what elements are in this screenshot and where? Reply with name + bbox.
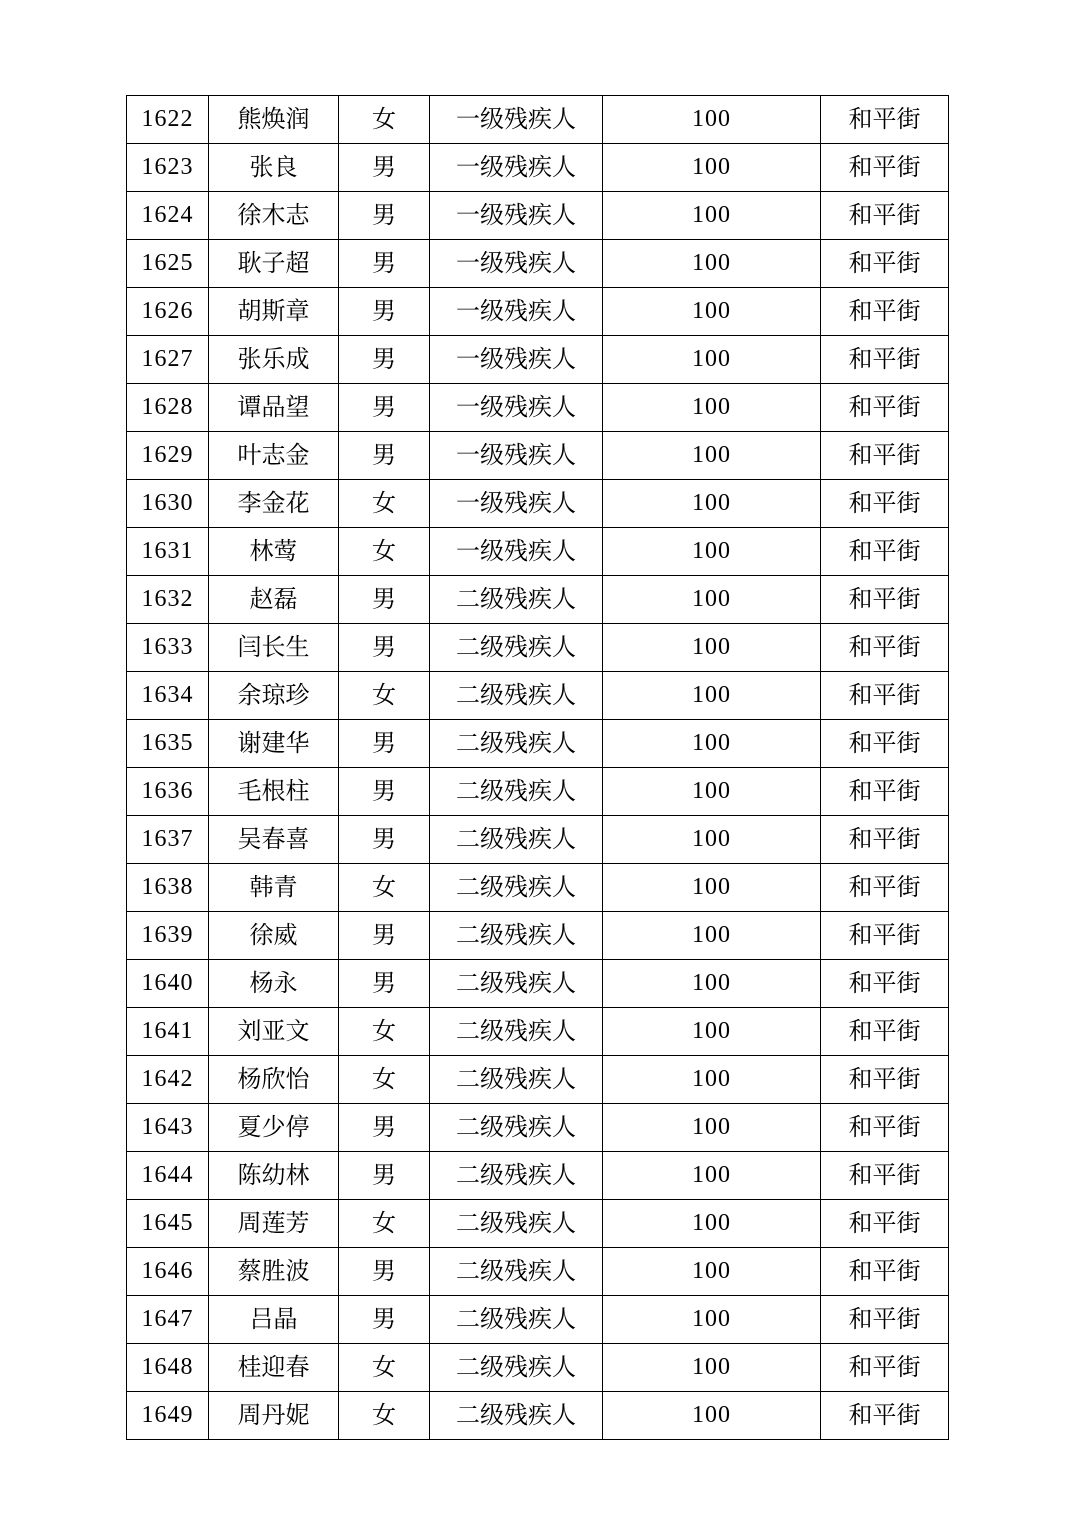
row-id: 1638 — [127, 864, 209, 912]
roster-table-body — [127, 96, 949, 1440]
row-category: 一级残疾人 — [430, 336, 603, 384]
table-row — [127, 528, 949, 576]
row-category: 二级残疾人 — [430, 1296, 603, 1344]
row-id: 1624 — [127, 192, 209, 240]
row-category: 二级残疾人 — [430, 912, 603, 960]
table-row — [127, 1248, 949, 1296]
row-name: 耿子超 — [209, 240, 339, 288]
row-sex: 男 — [339, 576, 430, 624]
row-amount: 100 — [603, 1248, 821, 1296]
row-sex: 女 — [339, 528, 430, 576]
row-name: 周丹妮 — [209, 1392, 339, 1440]
row-id: 1633 — [127, 624, 209, 672]
row-area: 和平街 — [821, 1200, 949, 1248]
table-row — [127, 384, 949, 432]
row-id: 1644 — [127, 1152, 209, 1200]
row-area: 和平街 — [821, 480, 949, 528]
row-id: 1626 — [127, 288, 209, 336]
row-area: 和平街 — [821, 816, 949, 864]
row-category: 二级残疾人 — [430, 1104, 603, 1152]
row-amount: 100 — [603, 1296, 821, 1344]
row-name: 刘亚文 — [209, 1008, 339, 1056]
row-name: 毛根柱 — [209, 768, 339, 816]
row-sex: 女 — [339, 96, 430, 144]
table-row — [127, 480, 949, 528]
row-name: 叶志金 — [209, 432, 339, 480]
row-category: 一级残疾人 — [430, 528, 603, 576]
row-area: 和平街 — [821, 720, 949, 768]
row-amount: 100 — [603, 720, 821, 768]
row-amount: 100 — [603, 1152, 821, 1200]
row-area: 和平街 — [821, 768, 949, 816]
row-amount: 100 — [603, 1200, 821, 1248]
row-amount: 100 — [603, 384, 821, 432]
row-category: 一级残疾人 — [430, 240, 603, 288]
row-amount: 100 — [603, 144, 821, 192]
row-id: 1640 — [127, 960, 209, 1008]
row-id: 1625 — [127, 240, 209, 288]
row-id: 1647 — [127, 1296, 209, 1344]
row-amount: 100 — [603, 528, 821, 576]
row-area: 和平街 — [821, 864, 949, 912]
row-id: 1641 — [127, 1008, 209, 1056]
table-row — [127, 768, 949, 816]
row-sex: 男 — [339, 384, 430, 432]
row-id: 1622 — [127, 96, 209, 144]
row-name: 徐木志 — [209, 192, 339, 240]
row-area: 和平街 — [821, 912, 949, 960]
row-area: 和平街 — [821, 336, 949, 384]
row-area: 和平街 — [821, 576, 949, 624]
table-row — [127, 912, 949, 960]
row-id: 1628 — [127, 384, 209, 432]
table-row — [127, 1296, 949, 1344]
table-row — [127, 672, 949, 720]
row-sex: 男 — [339, 1104, 430, 1152]
row-name: 林莺 — [209, 528, 339, 576]
table-row — [127, 1056, 949, 1104]
table-row — [127, 1152, 949, 1200]
row-category: 二级残疾人 — [430, 1152, 603, 1200]
table-row — [127, 432, 949, 480]
table-row — [127, 240, 949, 288]
row-sex: 男 — [339, 1152, 430, 1200]
row-id: 1642 — [127, 1056, 209, 1104]
row-id: 1623 — [127, 144, 209, 192]
row-amount: 100 — [603, 672, 821, 720]
row-sex: 男 — [339, 816, 430, 864]
row-amount: 100 — [603, 1392, 821, 1440]
row-category: 二级残疾人 — [430, 816, 603, 864]
row-name: 闫长生 — [209, 624, 339, 672]
row-id: 1646 — [127, 1248, 209, 1296]
row-amount: 100 — [603, 912, 821, 960]
row-sex: 男 — [339, 288, 430, 336]
row-sex: 男 — [339, 960, 430, 1008]
row-area: 和平街 — [821, 528, 949, 576]
row-sex: 女 — [339, 672, 430, 720]
row-area: 和平街 — [821, 1008, 949, 1056]
row-id: 1629 — [127, 432, 209, 480]
row-id: 1645 — [127, 1200, 209, 1248]
row-area: 和平街 — [821, 1392, 949, 1440]
row-amount: 100 — [603, 768, 821, 816]
row-area: 和平街 — [821, 1152, 949, 1200]
row-category: 二级残疾人 — [430, 864, 603, 912]
row-name: 桂迎春 — [209, 1344, 339, 1392]
row-sex: 女 — [339, 1344, 430, 1392]
row-name: 徐威 — [209, 912, 339, 960]
row-id: 1649 — [127, 1392, 209, 1440]
row-area: 和平街 — [821, 672, 949, 720]
row-amount: 100 — [603, 576, 821, 624]
row-category: 二级残疾人 — [430, 1056, 603, 1104]
row-id: 1648 — [127, 1344, 209, 1392]
table-row — [127, 960, 949, 1008]
row-area: 和平街 — [821, 1056, 949, 1104]
row-category: 一级残疾人 — [430, 144, 603, 192]
row-area: 和平街 — [821, 960, 949, 1008]
row-amount: 100 — [603, 288, 821, 336]
row-area: 和平街 — [821, 1296, 949, 1344]
row-category: 二级残疾人 — [430, 624, 603, 672]
row-area: 和平街 — [821, 1104, 949, 1152]
row-area: 和平街 — [821, 384, 949, 432]
table-row — [127, 1392, 949, 1440]
row-name: 韩青 — [209, 864, 339, 912]
row-amount: 100 — [603, 816, 821, 864]
row-id: 1634 — [127, 672, 209, 720]
table-row — [127, 1200, 949, 1248]
roster-table-container — [126, 95, 948, 1440]
row-id: 1637 — [127, 816, 209, 864]
row-amount: 100 — [603, 240, 821, 288]
row-name: 熊焕润 — [209, 96, 339, 144]
row-category: 二级残疾人 — [430, 576, 603, 624]
row-amount: 100 — [603, 480, 821, 528]
row-name: 张良 — [209, 144, 339, 192]
row-amount: 100 — [603, 624, 821, 672]
row-sex: 女 — [339, 1008, 430, 1056]
row-area: 和平街 — [821, 288, 949, 336]
row-category: 一级残疾人 — [430, 480, 603, 528]
row-amount: 100 — [603, 1008, 821, 1056]
row-amount: 100 — [603, 432, 821, 480]
row-name: 谢建华 — [209, 720, 339, 768]
row-category: 二级残疾人 — [430, 672, 603, 720]
row-category: 一级残疾人 — [430, 192, 603, 240]
row-area: 和平街 — [821, 144, 949, 192]
row-amount: 100 — [603, 1344, 821, 1392]
row-category: 二级残疾人 — [430, 960, 603, 1008]
row-area: 和平街 — [821, 192, 949, 240]
row-area: 和平街 — [821, 432, 949, 480]
row-name: 杨欣怡 — [209, 1056, 339, 1104]
table-row — [127, 288, 949, 336]
row-amount: 100 — [603, 960, 821, 1008]
row-sex: 男 — [339, 192, 430, 240]
roster-table — [126, 95, 949, 1440]
row-amount: 100 — [603, 192, 821, 240]
row-category: 一级残疾人 — [430, 96, 603, 144]
table-row — [127, 576, 949, 624]
row-name: 李金花 — [209, 480, 339, 528]
row-sex: 男 — [339, 144, 430, 192]
table-row — [127, 144, 949, 192]
row-id: 1630 — [127, 480, 209, 528]
row-name: 吕晶 — [209, 1296, 339, 1344]
row-category: 二级残疾人 — [430, 1008, 603, 1056]
row-amount: 100 — [603, 864, 821, 912]
row-category: 一级残疾人 — [430, 288, 603, 336]
row-name: 谭品望 — [209, 384, 339, 432]
table-row — [127, 624, 949, 672]
row-name: 吴春喜 — [209, 816, 339, 864]
row-amount: 100 — [603, 1056, 821, 1104]
row-id: 1631 — [127, 528, 209, 576]
row-category: 二级残疾人 — [430, 1200, 603, 1248]
row-name: 赵磊 — [209, 576, 339, 624]
row-name: 陈幼林 — [209, 1152, 339, 1200]
row-id: 1635 — [127, 720, 209, 768]
row-sex: 男 — [339, 1248, 430, 1296]
table-row — [127, 720, 949, 768]
row-sex: 女 — [339, 1392, 430, 1440]
table-row — [127, 1104, 949, 1152]
row-amount: 100 — [603, 1104, 821, 1152]
row-area: 和平街 — [821, 1344, 949, 1392]
row-category: 二级残疾人 — [430, 1344, 603, 1392]
row-amount: 100 — [603, 336, 821, 384]
row-sex: 女 — [339, 1200, 430, 1248]
row-category: 一级残疾人 — [430, 384, 603, 432]
row-sex: 男 — [339, 240, 430, 288]
row-name: 夏少停 — [209, 1104, 339, 1152]
row-area: 和平街 — [821, 624, 949, 672]
row-id: 1636 — [127, 768, 209, 816]
row-id: 1643 — [127, 1104, 209, 1152]
row-name: 余琼珍 — [209, 672, 339, 720]
row-sex: 男 — [339, 912, 430, 960]
table-row — [127, 864, 949, 912]
row-amount: 100 — [603, 96, 821, 144]
row-id: 1627 — [127, 336, 209, 384]
table-row — [127, 1344, 949, 1392]
row-category: 二级残疾人 — [430, 768, 603, 816]
row-sex: 男 — [339, 432, 430, 480]
row-area: 和平街 — [821, 240, 949, 288]
row-category: 二级残疾人 — [430, 720, 603, 768]
row-name: 胡斯章 — [209, 288, 339, 336]
row-sex: 男 — [339, 720, 430, 768]
row-name: 周莲芳 — [209, 1200, 339, 1248]
row-category: 二级残疾人 — [430, 1392, 603, 1440]
row-sex: 男 — [339, 336, 430, 384]
table-row — [127, 336, 949, 384]
row-name: 蔡胜波 — [209, 1248, 339, 1296]
row-sex: 女 — [339, 864, 430, 912]
row-sex: 男 — [339, 1296, 430, 1344]
table-row — [127, 96, 949, 144]
row-id: 1632 — [127, 576, 209, 624]
table-row — [127, 816, 949, 864]
row-sex: 男 — [339, 624, 430, 672]
row-sex: 男 — [339, 768, 430, 816]
row-name: 张乐成 — [209, 336, 339, 384]
row-sex: 女 — [339, 1056, 430, 1104]
row-category: 一级残疾人 — [430, 432, 603, 480]
row-name: 杨永 — [209, 960, 339, 1008]
row-area: 和平街 — [821, 1248, 949, 1296]
row-area: 和平街 — [821, 96, 949, 144]
row-category: 二级残疾人 — [430, 1248, 603, 1296]
table-row — [127, 1008, 949, 1056]
table-row — [127, 192, 949, 240]
row-id: 1639 — [127, 912, 209, 960]
row-sex: 女 — [339, 480, 430, 528]
